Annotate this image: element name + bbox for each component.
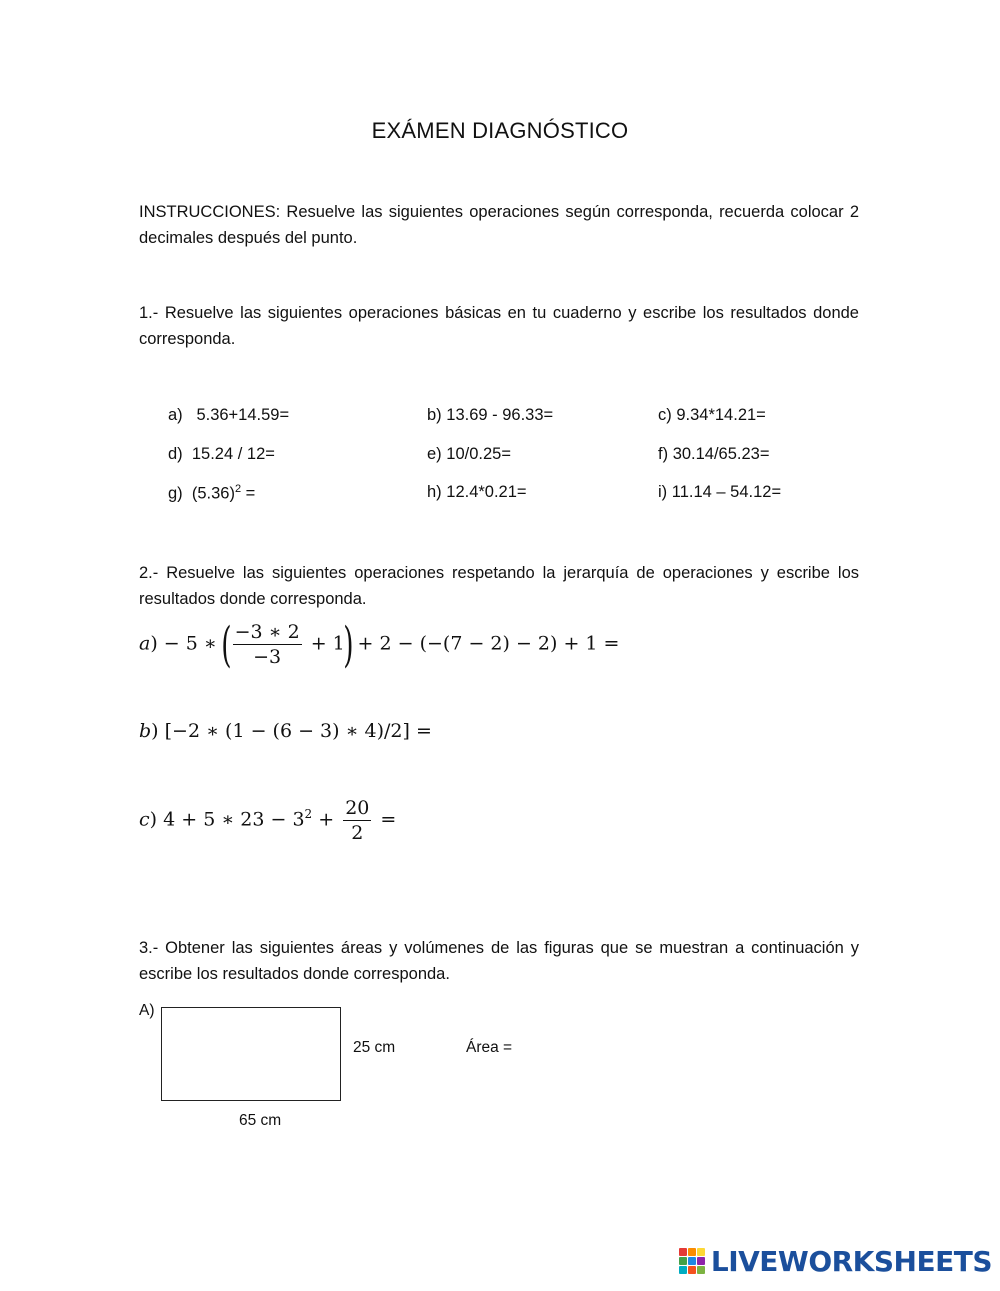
q1-item-sup: 2 [234,483,242,495]
q1-item-label: g) [168,484,183,503]
q2-c-sup: 2 [304,807,313,822]
logo-block [688,1248,696,1256]
logo-block [679,1266,687,1274]
q1-item-label: f) [658,445,669,463]
q1-item-label: c) [658,406,672,424]
logo-block [679,1257,687,1265]
q1-item-expr: 15.24 / 12= [191,445,275,463]
logo-block [697,1248,705,1256]
q2-c-pre: ) 4 + 5 ∗ 23 − 3 [149,808,305,831]
area-answer-label: Área = [466,1039,513,1056]
fraction-numerator: −3 ∗ 2 [234,621,300,643]
question-2-text: 2.- Resuelve las siguientes operaciones respetando la jerarquía de operaciones y escribe los resultados donde corresponda. [139,564,859,608]
rectangle-width-label: 65 cm [239,1112,282,1129]
q1-item-label: a) [168,406,183,424]
page-title: EXÁMEN DIAGNÓSTICO [371,118,629,143]
logo-block [688,1257,696,1265]
q2-a-post: + 2 − (−(7 − 2) − 2) + 1 = [351,632,620,655]
q2-b-label: b [139,720,152,742]
q1-item-expr: 11.14 – 54.12= [671,483,782,501]
q1-item-f [658,445,770,464]
q2-c-mid: + [312,808,341,831]
q1-item-label: h) [427,483,442,501]
rectangle-figure [161,1007,341,1101]
question-1-text: 1.- Resuelve las siguientes operaciones básicas en tu cuaderno y escribe los resultados donde corresponda. [139,304,859,348]
q2-expression-b [139,720,432,742]
logo-block [697,1266,705,1274]
rectangle-height-label: 25 cm [353,1039,396,1056]
q2-a-inner-tail: + 1 [304,632,345,655]
q1-item-expr: 9.34*14.21= [676,406,766,424]
q2-expression-c [139,796,396,845]
q1-item-expr: (5.36) [191,484,235,503]
q1-item-d [168,445,275,464]
q1-item-a [168,406,289,425]
fraction-numerator: 20 [345,797,370,819]
logo-block [688,1266,696,1274]
question-3-text: 3.- Obtener las siguientes áreas y volúmenes de las figuras que se muestran a continuación y escribe los resultados donde corresponda. [139,939,859,983]
q1-item-c [658,406,766,425]
q1-item-label: e) [427,445,442,463]
open-paren: ( [221,616,232,673]
logo-blocks-icon [679,1248,705,1274]
q2-expression-a [139,616,620,673]
q2-c-label: c [139,808,150,831]
q1-item-e [427,445,511,464]
q1-item-tail: = [241,484,256,503]
logo-block [679,1248,687,1256]
liveworksheets-logo [679,1245,992,1277]
q1-item-g [168,483,255,504]
q1-item-expr: 5.36+14.59= [196,406,290,424]
q2-a-label: a [139,632,151,655]
logo-text: LIVEWORKSHEETS [710,1244,992,1278]
close-paren: ) [342,616,354,673]
logo-block [697,1257,705,1265]
fraction-denominator: 2 [351,822,364,844]
q1-item-b [427,406,553,425]
q2-c-fraction [343,796,371,845]
figure-a-label: A) [139,1002,155,1019]
instructions-text: INSTRUCCIONES: Resuelve las siguientes operaciones según corresponda, recuerda colocar 2 decimales después del punto. [139,203,859,247]
q1-item-expr: 13.69 - 96.33= [446,406,554,424]
q1-item-expr: 12.4*0.21= [446,483,527,501]
q1-item-label: i) [658,483,668,501]
q2-a-fraction [233,620,302,669]
q1-item-label: d) [168,445,183,463]
q1-item-label: b) [427,406,442,424]
q2-c-post: = [374,808,397,831]
q2-b-expr: ) [−2 ∗ (1 − (6 − 3) ∗ 4)/2] = [151,720,432,742]
q1-item-expr: 30.14/65.23= [672,445,770,463]
q1-item-i [658,483,781,502]
fraction-denominator: −3 [253,646,282,668]
q1-item-h [427,483,527,502]
q2-a-pre: ) − 5 ∗ [150,632,223,655]
q1-item-expr: 10/0.25= [446,445,511,463]
